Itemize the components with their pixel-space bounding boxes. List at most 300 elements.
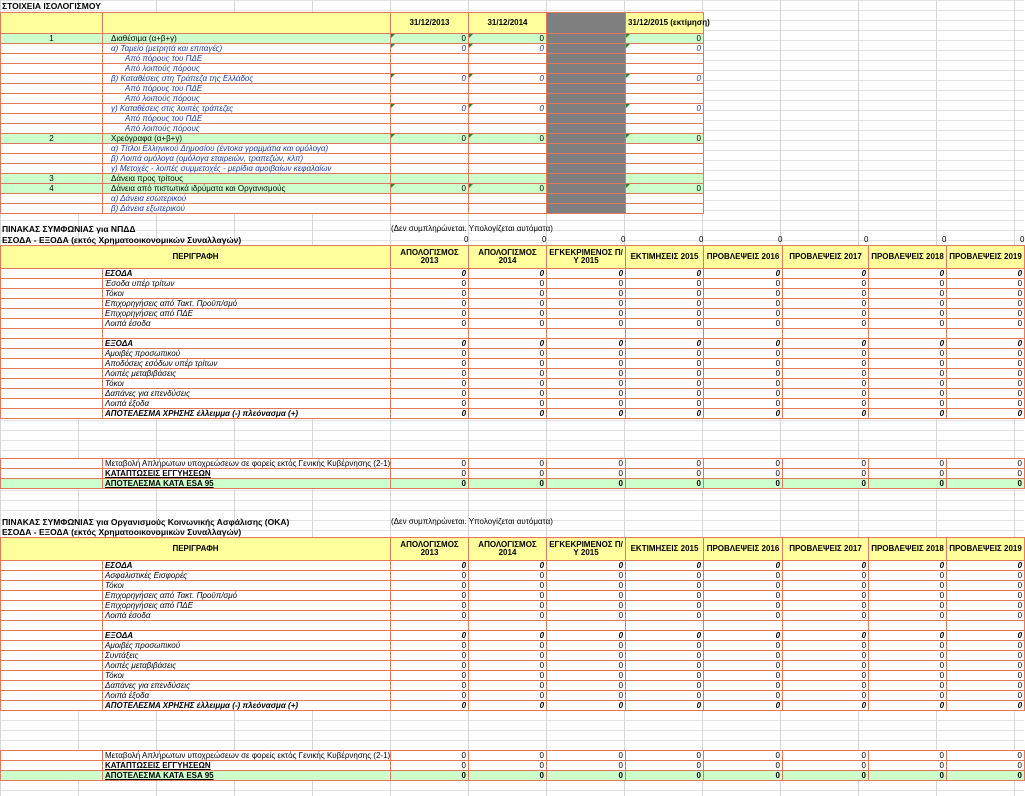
value-cell[interactable]: 0 (391, 751, 469, 761)
value-cell[interactable]: 0 (626, 701, 704, 711)
header-cell[interactable] (1, 13, 103, 34)
value-cell[interactable]: 0 (783, 339, 869, 349)
value-cell[interactable]: 0 (869, 591, 947, 601)
value-cell[interactable] (391, 154, 469, 164)
value-cell[interactable]: 0 (626, 561, 704, 571)
value-cell[interactable] (626, 154, 704, 164)
row-label[interactable]: ΕΞΟΔΑ (103, 631, 391, 641)
value-cell[interactable]: 0 (947, 379, 1025, 389)
value-cell[interactable]: 0 (626, 681, 704, 691)
row-label[interactable]: Επιχορηγήσεις από ΠΔΕ (103, 601, 391, 611)
row-label[interactable]: Λοιπά έξοδα (103, 399, 391, 409)
value-cell[interactable]: 0 (626, 74, 704, 84)
value-cell[interactable]: 0 (547, 309, 626, 319)
value-cell[interactable] (391, 114, 469, 124)
value-cell[interactable]: 0 (547, 479, 626, 489)
value-cell[interactable]: 0 (783, 561, 869, 571)
row-label[interactable]: Αμοιβές προσωπικού (103, 349, 391, 359)
blank-cell[interactable] (1, 671, 103, 681)
column-header[interactable]: ΠΡΟΒΛΕΨΕΙΣ 2017 (783, 538, 869, 561)
blank-cell[interactable] (1, 571, 103, 581)
value-cell[interactable]: 0 (547, 299, 626, 309)
row-number[interactable] (1, 114, 103, 124)
balance-col-header[interactable]: 31/12/2015 (εκτίμηση) (626, 13, 704, 34)
value-cell[interactable]: 0 (947, 299, 1025, 309)
value-cell[interactable]: 0 (704, 269, 783, 279)
value-cell[interactable]: 0 (704, 319, 783, 329)
value-cell[interactable]: 0 (947, 651, 1025, 661)
value-cell[interactable]: 0 (391, 134, 469, 144)
value-cell[interactable]: 0 (469, 299, 547, 309)
value-cell[interactable]: 0 (704, 751, 783, 761)
row-number[interactable] (1, 124, 103, 134)
value-cell[interactable]: 0 (783, 661, 869, 671)
value-cell[interactable]: 0 (947, 339, 1025, 349)
blank-cell[interactable] (1, 319, 103, 329)
value-cell[interactable]: 0 (547, 359, 626, 369)
value-cell[interactable]: 0 (626, 571, 704, 581)
oka-reconciliation-table[interactable] (0, 537, 1025, 711)
value-cell[interactable]: 0 (391, 299, 469, 309)
column-header[interactable]: ΑΠΟΛΟΓΙΣΜΟΣ 2013 (391, 246, 469, 269)
value-cell[interactable] (869, 329, 947, 339)
value-cell[interactable]: 0 (469, 581, 547, 591)
column-header[interactable]: ΕΚΤΙΜΗΣΕΙΣ 2015 (626, 246, 704, 269)
row-number[interactable] (1, 104, 103, 114)
value-cell[interactable]: 0 (547, 641, 626, 651)
blank-cell[interactable] (1, 479, 103, 489)
value-cell[interactable] (469, 94, 547, 104)
row-label[interactable]: Από λοιπούς πόρους (103, 94, 391, 104)
value-cell[interactable]: 0 (626, 691, 704, 701)
value-cell[interactable]: 0 (947, 571, 1025, 581)
value-cell[interactable]: 0 (704, 601, 783, 611)
row-number[interactable] (1, 144, 103, 154)
value-cell[interactable] (391, 174, 469, 184)
value-cell[interactable]: 0 (869, 289, 947, 299)
value-cell[interactable] (626, 144, 704, 154)
row-label[interactable]: γ) Καταθέσεις στις λοιπές τράπεζες (103, 104, 391, 114)
value-cell[interactable] (391, 329, 469, 339)
value-cell[interactable]: 0 (947, 319, 1025, 329)
value-cell[interactable]: 0 (704, 701, 783, 711)
value-cell[interactable]: 0 (547, 771, 626, 781)
value-cell[interactable]: 0 (704, 591, 783, 601)
blank-cell[interactable] (1, 279, 103, 289)
row-number[interactable] (1, 194, 103, 204)
footer-label[interactable]: ΑΠΟΤΕΛΕΣΜΑ ΚΑΤΑ ESA 95 (103, 771, 391, 781)
value-cell[interactable]: 0 (391, 631, 469, 641)
value-cell[interactable]: 0 (783, 701, 869, 711)
value-cell[interactable]: 0 (947, 661, 1025, 671)
blank-cell[interactable] (1, 339, 103, 349)
value-cell[interactable]: 0 (869, 389, 947, 399)
value-cell[interactable]: 0 (869, 611, 947, 621)
value-cell[interactable] (469, 194, 547, 204)
value-cell[interactable]: 0 (391, 661, 469, 671)
value-cell[interactable]: 0 (869, 631, 947, 641)
value-cell[interactable] (469, 64, 547, 74)
value-cell[interactable]: 0 (469, 34, 547, 44)
row-label[interactable]: Συντάξεις (103, 651, 391, 661)
value-cell[interactable] (626, 124, 704, 134)
value-cell[interactable]: 0 (704, 671, 783, 681)
value-cell[interactable]: 0 (626, 309, 704, 319)
value-cell[interactable]: 0 (869, 409, 947, 419)
value-cell[interactable]: 0 (547, 581, 626, 591)
value-cell[interactable]: 0 (783, 359, 869, 369)
value-cell[interactable]: 0 (947, 671, 1025, 681)
value-cell[interactable]: 0 (547, 459, 626, 469)
value-cell[interactable]: 0 (704, 399, 783, 409)
value-cell[interactable]: 0 (869, 349, 947, 359)
row-label[interactable]: Επιχορηγήσεις από Τακτ. Προϋπ/σμό (103, 299, 391, 309)
value-cell[interactable]: 0 (547, 469, 626, 479)
value-cell[interactable]: 0 (391, 469, 469, 479)
value-cell[interactable]: 0 (869, 661, 947, 671)
value-cell[interactable] (391, 94, 469, 104)
row-label[interactable]: Από πόρους του ΠΔΕ (103, 84, 391, 94)
value-cell[interactable]: 0 (626, 751, 704, 761)
value-cell[interactable]: 0 (869, 299, 947, 309)
value-cell[interactable]: 0 (947, 691, 1025, 701)
balance-col-header[interactable] (547, 13, 626, 34)
blank-cell[interactable] (1, 621, 103, 631)
value-cell[interactable]: 0 (869, 269, 947, 279)
value-cell[interactable] (547, 329, 626, 339)
value-cell[interactable]: 0 (947, 631, 1025, 641)
value-cell[interactable]: 0 (391, 349, 469, 359)
value-cell[interactable]: 0 (469, 399, 547, 409)
value-cell[interactable]: 0 (391, 279, 469, 289)
column-header[interactable]: ΕΓΚΕΚΡΙΜΕΝΟΣ Π/Υ 2015 (547, 246, 626, 269)
footer-label[interactable]: Μεταβολή Απλήρωτων υποχρεώσεων σε φορείς εκτός Γενικής Κυβέρνησης (2-1) (103, 751, 391, 761)
value-cell[interactable]: 0 (391, 104, 469, 114)
value-cell[interactable]: 0 (391, 44, 469, 54)
row-label[interactable]: Τόκοι (103, 289, 391, 299)
value-cell[interactable]: 0 (547, 651, 626, 661)
value-cell[interactable]: 0 (869, 469, 947, 479)
value-cell[interactable]: 0 (469, 571, 547, 581)
value-cell[interactable]: 0 (547, 399, 626, 409)
value-cell[interactable]: 0 (704, 389, 783, 399)
value-cell[interactable] (626, 54, 704, 64)
value-cell[interactable]: 0 (469, 309, 547, 319)
value-cell[interactable]: 0 (704, 409, 783, 419)
value-cell[interactable]: 0 (947, 409, 1025, 419)
value-cell[interactable] (469, 144, 547, 154)
value-cell[interactable]: 0 (704, 761, 783, 771)
value-cell[interactable]: 0 (783, 409, 869, 419)
value-cell[interactable]: 0 (391, 269, 469, 279)
row-label[interactable]: Από πόρους του ΠΔΕ (103, 114, 391, 124)
value-cell[interactable]: 0 (469, 74, 547, 84)
value-cell[interactable] (391, 54, 469, 64)
value-cell[interactable]: 0 (391, 339, 469, 349)
row-label[interactable]: Από πόρους του ΠΔΕ (103, 54, 391, 64)
blank-cell[interactable] (1, 771, 103, 781)
value-cell[interactable]: 0 (391, 359, 469, 369)
value-cell[interactable]: 0 (869, 761, 947, 771)
value-cell[interactable]: 0 (783, 399, 869, 409)
value-cell[interactable]: 0 (783, 751, 869, 761)
value-cell[interactable]: 0 (783, 269, 869, 279)
value-cell[interactable]: 0 (947, 701, 1025, 711)
footer-label[interactable]: Μεταβολή Απλήρωτων υποχρεώσεων σε φορείς εκτός Γενικής Κυβέρνησης (2-1) (103, 459, 391, 469)
blank-cell[interactable] (1, 299, 103, 309)
value-cell[interactable] (469, 621, 547, 631)
value-cell[interactable]: 0 (869, 339, 947, 349)
value-cell[interactable]: 0 (626, 389, 704, 399)
value-cell[interactable]: 0 (869, 359, 947, 369)
row-number[interactable]: 1 (1, 34, 103, 44)
value-cell[interactable]: 0 (391, 581, 469, 591)
blank-cell[interactable] (1, 329, 103, 339)
value-cell[interactable]: 0 (947, 279, 1025, 289)
column-header[interactable]: ΠΡΟΒΛΕΨΕΙΣ 2018 (869, 538, 947, 561)
value-cell[interactable]: 0 (469, 701, 547, 711)
value-cell[interactable]: 0 (626, 661, 704, 671)
value-cell[interactable] (391, 84, 469, 94)
footer-label[interactable]: ΚΑΤΑΠΤΩΣΕΙΣ ΕΓΓΥΗΣΕΩΝ (103, 469, 391, 479)
value-cell[interactable]: 0 (704, 661, 783, 671)
value-cell[interactable]: 0 (469, 681, 547, 691)
blank-cell[interactable] (1, 349, 103, 359)
value-cell[interactable]: 0 (783, 641, 869, 651)
value-cell[interactable]: 0 (626, 761, 704, 771)
value-cell[interactable]: 0 (869, 279, 947, 289)
value-cell[interactable] (391, 204, 469, 214)
value-cell[interactable]: 0 (869, 479, 947, 489)
value-cell[interactable]: 0 (947, 289, 1025, 299)
column-header[interactable]: ΑΠΟΛΟΓΙΣΜΟΣ 2013 (391, 538, 469, 561)
row-label[interactable]: Ασφαλιστικές Εισφορές (103, 571, 391, 581)
value-cell[interactable]: 0 (626, 479, 704, 489)
balance-col-header[interactable]: 31/12/2013 (391, 13, 469, 34)
value-cell[interactable]: 0 (783, 379, 869, 389)
row-label[interactable]: Από λοιπούς πόρους (103, 124, 391, 134)
value-cell[interactable]: 0 (947, 751, 1025, 761)
blank-cell[interactable] (1, 369, 103, 379)
value-cell[interactable]: 0 (626, 641, 704, 651)
value-cell[interactable]: 0 (869, 681, 947, 691)
value-cell[interactable]: 0 (947, 611, 1025, 621)
blank-cell[interactable] (1, 661, 103, 671)
value-cell[interactable]: 0 (391, 771, 469, 781)
column-header[interactable]: ΠΕΡΙΓΡΑΦΗ (1, 246, 391, 269)
value-cell[interactable] (547, 621, 626, 631)
row-label[interactable]: Επιχορηγήσεις από ΠΔΕ (103, 309, 391, 319)
value-cell[interactable] (391, 124, 469, 134)
value-cell[interactable]: 0 (469, 459, 547, 469)
value-cell[interactable]: 0 (469, 349, 547, 359)
value-cell[interactable] (469, 54, 547, 64)
value-cell[interactable]: 0 (783, 289, 869, 299)
value-cell[interactable]: 0 (704, 581, 783, 591)
value-cell[interactable]: 0 (391, 561, 469, 571)
value-cell[interactable]: 0 (947, 349, 1025, 359)
value-cell[interactable]: 0 (626, 379, 704, 389)
value-cell[interactable]: 0 (626, 459, 704, 469)
value-cell[interactable]: 0 (626, 399, 704, 409)
row-label[interactable]: ΕΣΟΔΑ (103, 269, 391, 279)
value-cell[interactable]: 0 (947, 269, 1025, 279)
value-cell[interactable]: 0 (704, 691, 783, 701)
value-cell[interactable]: 0 (704, 611, 783, 621)
value-cell[interactable]: 0 (547, 701, 626, 711)
column-header[interactable]: ΠΡΟΒΛΕΨΕΙΣ 2017 (783, 246, 869, 269)
value-cell[interactable]: 0 (704, 641, 783, 651)
row-label[interactable]: Λοιπά έξοδα (103, 691, 391, 701)
row-number[interactable]: 3 (1, 174, 103, 184)
value-cell[interactable] (469, 154, 547, 164)
value-cell[interactable]: 0 (391, 571, 469, 581)
value-cell[interactable]: 0 (469, 641, 547, 651)
value-cell[interactable] (391, 64, 469, 74)
value-cell[interactable]: 0 (947, 561, 1025, 571)
value-cell[interactable]: 0 (626, 289, 704, 299)
value-cell[interactable]: 0 (783, 349, 869, 359)
value-cell[interactable]: 0 (547, 269, 626, 279)
value-cell[interactable]: 0 (704, 369, 783, 379)
value-cell[interactable]: 0 (783, 571, 869, 581)
value-cell[interactable]: 0 (626, 104, 704, 114)
row-label[interactable]: α) Δάνεια εσωτερικού (103, 194, 391, 204)
value-cell[interactable] (626, 204, 704, 214)
value-cell[interactable]: 0 (547, 591, 626, 601)
value-cell[interactable]: 0 (947, 309, 1025, 319)
row-number[interactable] (1, 54, 103, 64)
row-number[interactable] (1, 74, 103, 84)
row-label[interactable]: Λοιπές μεταβιβάσεις (103, 661, 391, 671)
value-cell[interactable]: 0 (391, 691, 469, 701)
value-cell[interactable] (469, 164, 547, 174)
blank-cell[interactable] (1, 691, 103, 701)
value-cell[interactable]: 0 (783, 389, 869, 399)
blank-cell[interactable] (1, 581, 103, 591)
row-label[interactable]: β) Λοιπά ομόλογα (ομόλογα εταιρειών, τραπεζών, κλπ) (103, 154, 391, 164)
value-cell[interactable] (783, 329, 869, 339)
value-cell[interactable]: 0 (704, 681, 783, 691)
value-cell[interactable]: 0 (626, 184, 704, 194)
value-cell[interactable]: 0 (783, 369, 869, 379)
row-label[interactable]: ΕΞΟΔΑ (103, 339, 391, 349)
row-number[interactable] (1, 164, 103, 174)
value-cell[interactable]: 0 (469, 389, 547, 399)
value-cell[interactable]: 0 (869, 671, 947, 681)
column-header[interactable]: ΑΠΟΛΟΓΙΣΜΟΣ 2014 (469, 538, 547, 561)
value-cell[interactable]: 0 (947, 389, 1025, 399)
value-cell[interactable]: 0 (547, 349, 626, 359)
value-cell[interactable]: 0 (869, 651, 947, 661)
column-header[interactable]: ΠΡΟΒΛΕΨΕΙΣ 2018 (869, 246, 947, 269)
value-cell[interactable]: 0 (547, 671, 626, 681)
value-cell[interactable]: 0 (469, 369, 547, 379)
value-cell[interactable]: 0 (947, 771, 1025, 781)
value-cell[interactable]: 0 (704, 561, 783, 571)
blank-cell[interactable] (1, 611, 103, 621)
blank-cell[interactable] (1, 269, 103, 279)
value-cell[interactable]: 0 (869, 771, 947, 781)
row-number[interactable]: 4 (1, 184, 103, 194)
value-cell[interactable]: 0 (469, 279, 547, 289)
value-cell[interactable]: 0 (626, 611, 704, 621)
value-cell[interactable]: 0 (547, 631, 626, 641)
value-cell[interactable]: 0 (469, 319, 547, 329)
value-cell[interactable]: 0 (469, 269, 547, 279)
value-cell[interactable] (626, 84, 704, 94)
value-cell[interactable]: 0 (947, 681, 1025, 691)
value-cell[interactable]: 0 (547, 339, 626, 349)
value-cell[interactable]: 0 (869, 581, 947, 591)
value-cell[interactable]: 0 (869, 369, 947, 379)
row-label[interactable]: Επιχορηγήσεις από Τακτ. Προϋπ/σμό (103, 591, 391, 601)
npdd-footer-table[interactable] (0, 458, 1025, 489)
value-cell[interactable]: 0 (704, 651, 783, 661)
value-cell[interactable]: 0 (783, 591, 869, 601)
value-cell[interactable] (704, 329, 783, 339)
row-label[interactable]: Δαπάνες για επενδύσεις (103, 681, 391, 691)
value-cell[interactable]: 0 (469, 44, 547, 54)
value-cell[interactable]: 0 (869, 561, 947, 571)
value-cell[interactable]: 0 (783, 309, 869, 319)
value-cell[interactable]: 0 (469, 761, 547, 771)
value-cell[interactable]: 0 (869, 571, 947, 581)
value-cell[interactable] (869, 621, 947, 631)
value-cell[interactable] (626, 621, 704, 631)
value-cell[interactable] (469, 174, 547, 184)
value-cell[interactable] (469, 329, 547, 339)
value-cell[interactable]: 0 (704, 359, 783, 369)
value-cell[interactable]: 0 (547, 691, 626, 701)
value-cell[interactable]: 0 (783, 671, 869, 681)
value-cell[interactable]: 0 (391, 761, 469, 771)
value-cell[interactable] (469, 124, 547, 134)
value-cell[interactable]: 0 (947, 641, 1025, 651)
row-number[interactable] (1, 204, 103, 214)
value-cell[interactable]: 0 (869, 309, 947, 319)
blank-cell[interactable] (1, 641, 103, 651)
value-cell[interactable]: 0 (547, 279, 626, 289)
value-cell[interactable]: 0 (469, 339, 547, 349)
row-number[interactable] (1, 94, 103, 104)
value-cell[interactable] (391, 144, 469, 154)
value-cell[interactable]: 0 (391, 651, 469, 661)
value-cell[interactable] (469, 204, 547, 214)
value-cell[interactable]: 0 (547, 571, 626, 581)
row-label[interactable]: Τόκοι (103, 379, 391, 389)
value-cell[interactable]: 0 (391, 369, 469, 379)
value-cell[interactable]: 0 (626, 369, 704, 379)
value-cell[interactable]: 0 (947, 601, 1025, 611)
row-label[interactable]: Δάνεια από πιστωτικά ιδρύματα και Οργανισμούς (103, 184, 391, 194)
value-cell[interactable] (626, 329, 704, 339)
row-number[interactable] (1, 84, 103, 94)
value-cell[interactable]: 0 (626, 349, 704, 359)
value-cell[interactable]: 0 (626, 771, 704, 781)
value-cell[interactable]: 0 (547, 389, 626, 399)
value-cell[interactable]: 0 (783, 691, 869, 701)
value-cell[interactable]: 0 (626, 631, 704, 641)
value-cell[interactable]: 0 (626, 279, 704, 289)
value-cell[interactable]: 0 (391, 479, 469, 489)
value-cell[interactable]: 0 (626, 591, 704, 601)
value-cell[interactable]: 0 (547, 761, 626, 771)
value-cell[interactable]: 0 (783, 611, 869, 621)
value-cell[interactable]: 0 (869, 379, 947, 389)
value-cell[interactable]: 0 (704, 469, 783, 479)
value-cell[interactable]: 0 (869, 601, 947, 611)
